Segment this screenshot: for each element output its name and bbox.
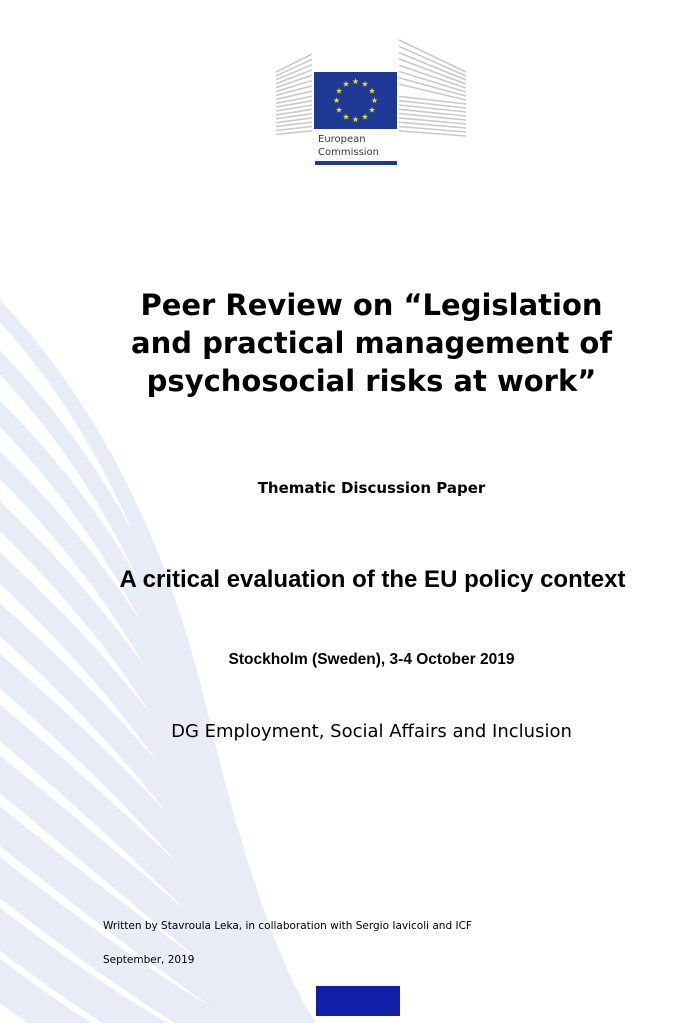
event-location-date: Stockholm (Sweden), 3-4 October 2019: [228, 651, 515, 668]
document-subtitle: A critical evaluation of the EU policy context: [119, 566, 626, 593]
logo-building-stripes-right: [399, 40, 466, 136]
document-type: Thematic Discussion Paper: [257, 479, 486, 497]
title-line-2: and practical management of: [131, 326, 612, 360]
title-line-1: Peer Review on “Legislation: [140, 288, 603, 322]
author-credit: Written by Stavroula Leka, in collaboration with Sergio Iavicoli and ICF: [103, 920, 472, 932]
logo-text-line1: European: [318, 134, 366, 145]
logo-underline: [315, 161, 397, 165]
department-name: DG Employment, Social Affairs and Inclusion: [171, 721, 572, 742]
title-line-3: psychosocial risks at work”: [146, 364, 597, 398]
footer-bar: [316, 986, 400, 1016]
document-title: [84, 286, 659, 400]
publication-date: September, 2019: [103, 954, 195, 966]
logo-text-line2: Commission: [318, 147, 380, 158]
logo-building-stripes-left: [276, 54, 312, 134]
logo-wordmark: [318, 133, 379, 159]
